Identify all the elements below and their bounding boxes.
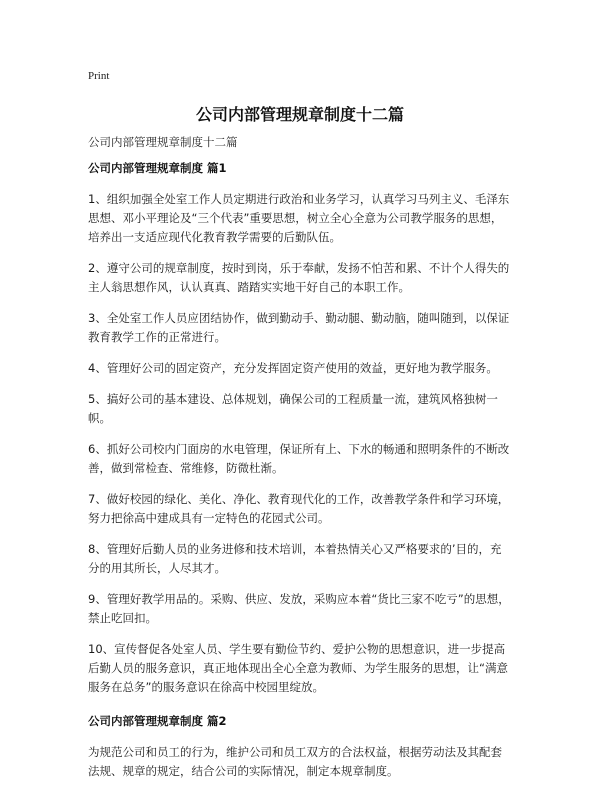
paragraph: 8、管理好后勤人员的业务进修和技术培训，本着热情关心又严格要求的’目的，充分的用其所长，人尽其才。 — [88, 542, 502, 575]
print-link[interactable]: Print — [88, 70, 110, 82]
paragraph: 3、全处室工作人员应团结协作，做到勤动手、勤动腿、勤动脑，随叫随到，以保证教育教学工作的正常进行。 — [88, 311, 510, 344]
document-body — [88, 160, 512, 793]
paragraph: 4、管理好公司的固定资产，充分发挥固定资产使用的效益，更好地为教学服务。 — [88, 361, 498, 375]
section-2 — [88, 713, 512, 781]
paragraph: 6、抓好公司校内门面房的水电管理，保证所有上、下水的畅通和照明条件的不断改善，做到常检查、常维修，防微杜渐。 — [88, 442, 510, 475]
paragraph: 2、遵守公司的规章制度，按时到岗，乐于奉献，发扬不怕苦和累、不计个人得失的主人翁思想作风，认认真真、踏踏实实地干好自己的本职工作。 — [88, 261, 510, 294]
page-title: 公司内部管理规章制度十二篇 — [195, 105, 404, 124]
section-1 — [88, 160, 512, 697]
paragraph: 9、管理好教学用品的。采购、供应、发放，采购应本着“货比三家不吃亏”的思想，禁止吃回扣。 — [88, 592, 510, 625]
paragraph: 1、组织加强全处室工作人员定期进行政治和业务学习，认真学习马列主义、毛泽东思想、邓小平理论及“三个代表”重要思想，树立全心全意为公司教学服务的思想，培养出一支适应现代化教育教学需要的后勤队伍。 — [88, 192, 510, 244]
paragraph: 为规范公司和员工的行为，维护公司和员工双方的合法权益，根据劳动法及其配套法规、规章的规定，结合公司的实际情况，制定本规章制度。 — [88, 745, 502, 778]
paragraph: 5、搞好公司的基本建设、总体规划，确保公司的工程质量一流，建筑风格独树一帜。 — [88, 392, 498, 425]
paragraph: 7、做好校园的绿化、美化、净化、教育现代化的工作，改善教学条件和学习环境，努力把徐高中建成具有一定特色的花园式公司。 — [88, 492, 510, 525]
section-heading: 公司内部管理规章制度 篇1 — [88, 161, 227, 175]
section-heading: 公司内部管理规章制度 篇2 — [88, 714, 227, 728]
document-subtitle: 公司内部管理规章制度十二篇 — [88, 135, 238, 149]
paragraph: 10、宣传督促各处室人员、学生要有勤俭节约、爱护公物的思想意识，进一步提高后勤人员的服务意识，真正地体现出全心全意为教师、为学生服务的思想，让“满意服务在总务”的服务意识在徐高中校园里绽放。 — [88, 642, 508, 694]
